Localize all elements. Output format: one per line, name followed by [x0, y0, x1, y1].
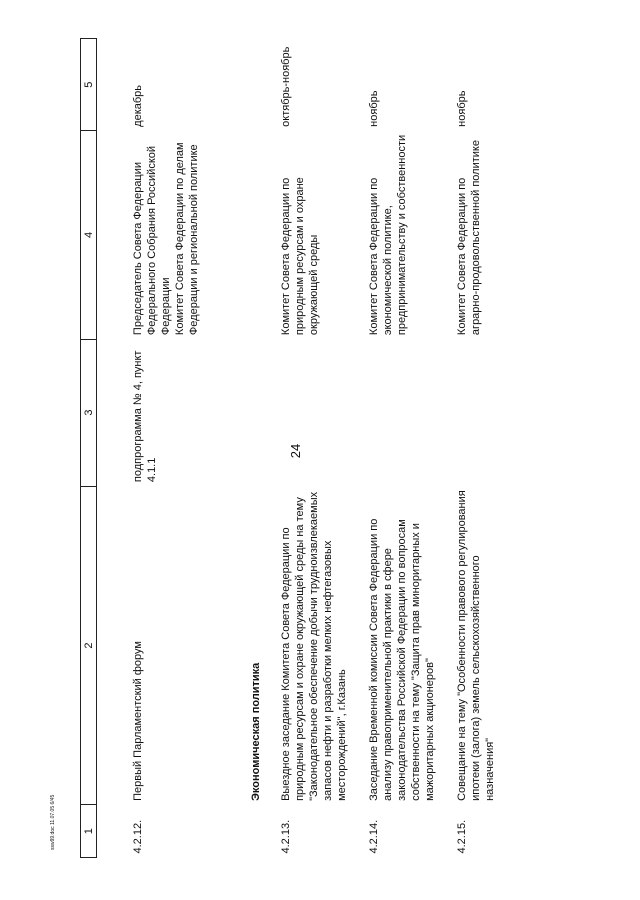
- table-row: [445, 39, 505, 858]
- section-spacer: [229, 805, 269, 858]
- event-title: Совещание на тему "Особенности правового регулирования ипотеки (залога) земель сельскохозяйственного назначения": [456, 490, 496, 801]
- responsible-party: Председатель Совета Федерации Федерального Собрания Российской Федерации Комитет Совета Федерации по делам Федерации и региональной политике: [132, 142, 200, 336]
- plan-table: [80, 38, 505, 858]
- header-column-2: 2: [81, 486, 97, 805]
- page-number: 24: [288, 443, 303, 459]
- item-number: 4.2.14.: [368, 819, 380, 854]
- program-reference: [269, 339, 357, 486]
- section-heading-row: [229, 39, 269, 858]
- header-column-5: 5: [81, 39, 97, 131]
- footer-file-info: ssw99.doc 11.07.05 6/45: [50, 794, 56, 850]
- table-row: [97, 39, 230, 858]
- program-reference: [445, 339, 505, 486]
- header-column-3: 3: [81, 339, 97, 486]
- table-row: [357, 39, 445, 858]
- document-sheet: [80, 38, 600, 858]
- item-number: 4.2.12.: [132, 819, 144, 854]
- header-column-1: 1: [81, 805, 97, 858]
- program-reference: подпрограмма № 4, пункт 4.1.1: [132, 350, 158, 483]
- item-number: 4.2.15.: [456, 819, 468, 854]
- table-row: [269, 39, 357, 858]
- table-header-row: [81, 39, 97, 858]
- event-date: ноябрь: [456, 90, 468, 127]
- event-title: Заседание Временной комиссии Совета Федерации по анализу правоприменительной практики в сфере законодательства Российской Федерации по вопросам собственности на тему "Защита прав миноритарных и мажоритарных акционеров": [368, 518, 436, 801]
- responsible-party: Комитет Совета Федерации по природным ресурсам и охране окружающей среды: [280, 177, 320, 336]
- item-number: 4.2.13.: [280, 819, 292, 854]
- program-reference: [357, 339, 445, 486]
- header-column-4: 4: [81, 131, 97, 339]
- section-title: Экономическая политика: [250, 662, 262, 801]
- event-date: ноябрь: [368, 90, 380, 127]
- event-date: декабрь: [132, 84, 144, 127]
- event-title: Первый Парламентский форум: [132, 641, 144, 801]
- event-title: Выездное заседание Комитета Совета Федерации по природным ресурсам и охране окружающей среды на тему "Законодательное обеспечение добычи трудноизвлекаемых запасов нефти и разработки мелких нефтегазовых месторождений", г.Казань: [280, 491, 348, 801]
- event-date: октябрь-ноябрь: [280, 46, 292, 127]
- responsible-party: Комитет Совета Федерации по аграрно-продовольственной политике: [456, 140, 482, 336]
- responsible-party: Комитет Совета Федерации по экономической политике, предпринимательству и собственности: [368, 134, 408, 336]
